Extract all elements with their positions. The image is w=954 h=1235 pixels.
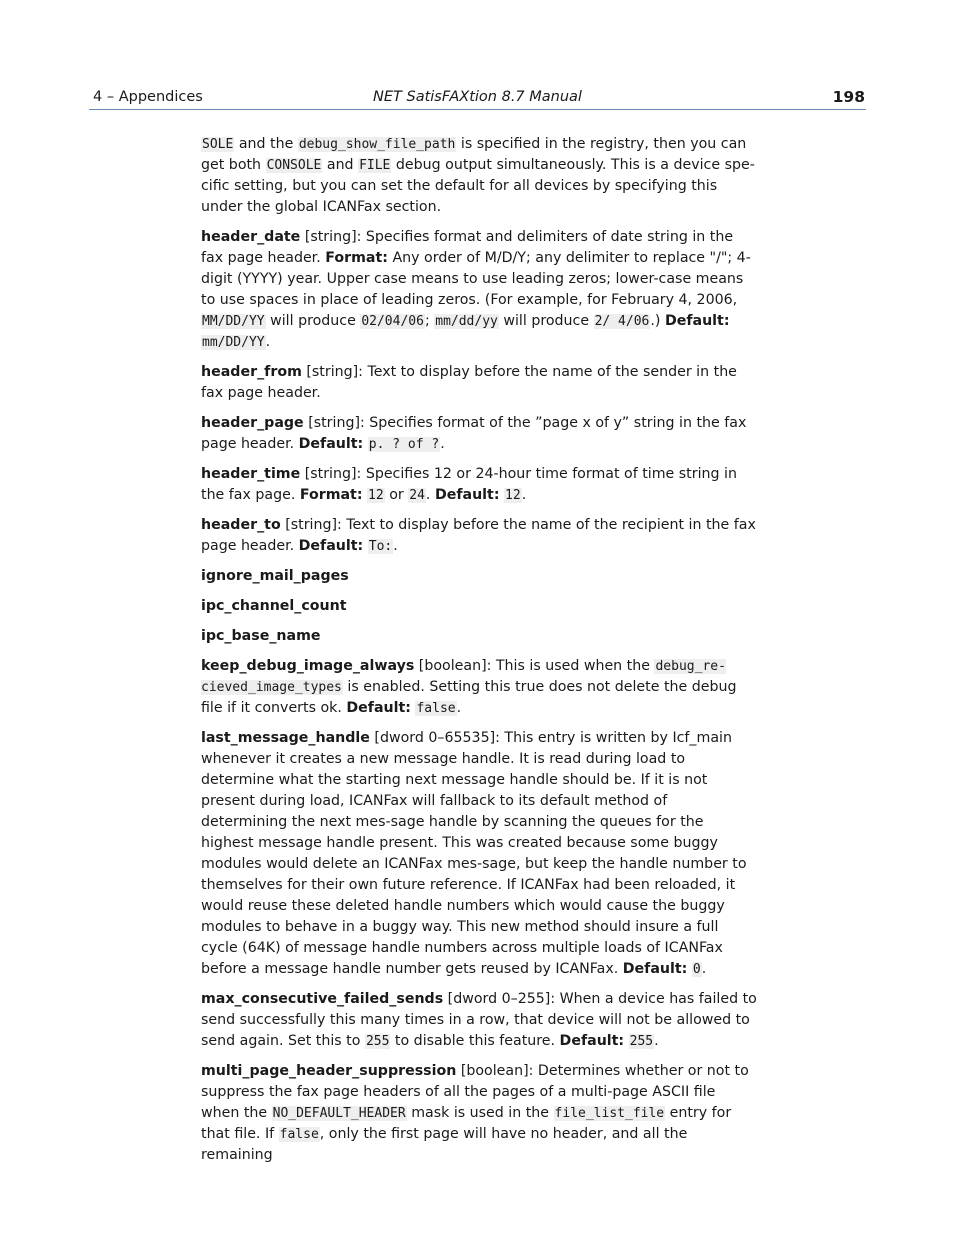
code-text: MM/DD/YY <box>202 314 265 329</box>
continuation-paragraph <box>201 134 757 218</box>
code-text: 02/04/06 <box>361 314 424 329</box>
default-label: Default: <box>298 436 364 452</box>
entry-header-time <box>201 464 757 506</box>
default-label: Default: <box>559 1033 625 1049</box>
entry-header-from <box>201 362 757 404</box>
body-text: Any order of M/D/Y; any delimiter to replace "/"; 4-digit (YYYY) year. Upper case means to use leading zeros; lower-case means to use spaces in place of leading zeros. (For example, for February 4, 2006, <box>201 250 751 308</box>
default-label: Default: <box>434 487 500 503</box>
default-label: Default: <box>664 313 730 329</box>
body-text: [dword 0–65535]: This entry is written by Icf_main whenever it creates a new message handle. It is read during load to determine what the starting next message handle should be. If it is not present during load, ICANFax will fallback to its default method of determining the next mes-sage handle by scanning the queues for the highest message handle present. This was created because some buggy modules would delete an ICANFax mes-sage, but keep the handle number to themselves for their own future reference. If ICANFax had been reloaded, it would reuse these deleted handle numbers which would cause the buggy modules to behave in a buggy way. This new method should insure a full cycle (64K) of message handle numbers across multiple loads of ICANFax before a message handle number gets reused by ICANFax. <box>201 730 747 977</box>
code-text: 24 <box>409 488 425 503</box>
body-text: will produce <box>265 313 361 329</box>
code-text: 12 <box>368 488 384 503</box>
entry-header-to <box>201 515 757 557</box>
default-label: Default: <box>298 538 364 554</box>
format-label: Format: <box>325 250 388 266</box>
code-text: FILE <box>359 158 391 173</box>
code-text: p. ? of ? <box>368 437 440 452</box>
body-text: [string]: Specifies format and delimiters of date string in the fax page header. <box>201 229 734 266</box>
entry-multi-page-header-suppression <box>201 1061 757 1166</box>
entry-name: header_to <box>201 517 281 533</box>
code-text: file_list_file <box>554 1106 665 1121</box>
body-text: is specified in the registry, then you can get both <box>201 136 747 173</box>
entry-header-date <box>201 227 757 353</box>
format-label: Format: <box>299 487 363 503</box>
entry-ignore-mail-pages <box>201 566 757 587</box>
entry-name: ipc_channel_count <box>201 598 347 614</box>
body-text: . <box>654 1033 659 1049</box>
code-text: mm/dd/yy <box>435 314 498 329</box>
entry-last-message-handle <box>201 728 757 980</box>
entry-ipc-base-name <box>201 626 757 647</box>
body-text: . <box>440 436 445 452</box>
running-header <box>89 88 866 110</box>
entry-name: ignore_mail_pages <box>201 568 349 584</box>
entry-name: keep_debug_image_always <box>201 658 415 674</box>
body-text: , only the first page will have no header, and all the remaining <box>201 1126 688 1163</box>
default-label: Default: <box>622 961 688 977</box>
body-text <box>624 1033 629 1049</box>
page-number: 198 <box>832 88 865 106</box>
body-text: . <box>265 334 271 350</box>
body-text: . <box>425 487 435 503</box>
code-text: 255 <box>365 1034 390 1049</box>
body-text: [string]: Text to display before the name of the sender in the fax page header. <box>201 364 737 401</box>
code-text: 255 <box>629 1034 654 1049</box>
body-text: . <box>456 700 462 716</box>
page-body <box>201 134 757 1175</box>
body-text: [string]: Specifies format of the ”page x of y” string in the fax page header. <box>201 415 747 452</box>
body-text: or <box>384 487 409 503</box>
section-label: 4 – Appendices <box>93 89 203 105</box>
body-text: and the <box>234 136 298 152</box>
code-text: debug_show_file_path <box>298 137 456 152</box>
entry-name: last_message_handle <box>201 730 370 746</box>
body-text: mask is used in the <box>406 1105 554 1121</box>
entry-name: header_page <box>201 415 304 431</box>
entry-name: ipc_base_name <box>201 628 321 644</box>
entry-name: header_date <box>201 229 301 245</box>
entry-name: max_consecutive_failed_sends <box>201 991 444 1007</box>
code-text: 2/ 4/06 <box>594 314 650 329</box>
code-text: NO_DEFAULT_HEADER <box>272 1106 406 1121</box>
code-text: To: <box>368 539 393 554</box>
code-text: false <box>416 701 456 716</box>
entry-name: header_from <box>201 364 302 380</box>
code-text: mm/DD/YY <box>202 335 265 350</box>
body-text: ; <box>424 313 435 329</box>
entry-header-page <box>201 413 757 455</box>
body-text: [boolean]: This is used when the <box>414 658 655 674</box>
body-text: [string]: Text to display before the name of the recipient in the fax page header. <box>201 517 756 554</box>
entry-max-consecutive-failed-sends <box>201 989 757 1052</box>
entry-name: multi_page_header_suppression <box>201 1063 457 1079</box>
body-text: [string]: Specifies 12 or 24-hour time format of time string in the fax page. <box>201 466 737 503</box>
body-text: entry for that file. If <box>201 1105 732 1142</box>
body-text: will produce <box>498 313 594 329</box>
default-label: Default: <box>346 700 411 716</box>
code-text: debug_re-cieved_image_types <box>201 659 726 695</box>
manual-title: NET SatisFAXtion 8.7 Manual <box>373 89 582 105</box>
body-text: . <box>521 487 527 503</box>
body-text: .) <box>650 313 665 329</box>
body-text: [dword 0–255]: When a device has failed to send successfully this many times in a row, that device will not be allowed to send again. Set this to <box>201 991 757 1049</box>
body-text: . <box>701 961 707 977</box>
code-text: SOLE <box>202 137 234 152</box>
body-text: debug output simultaneously. This is a device spe-cific setting, but you can set the default for all devices by specifying this under the global ICANFax section. <box>201 157 755 215</box>
code-text: CONSOLE <box>266 158 322 173</box>
code-text: 12 <box>505 488 521 503</box>
body-text: . <box>393 538 398 554</box>
body-text: to disable this feature. <box>390 1033 560 1049</box>
code-text: 0 <box>692 962 701 977</box>
body-text: is enabled. Setting this true does not delete the debug file if it converts ok. <box>201 679 737 716</box>
entry-name: header_time <box>201 466 301 482</box>
code-text: false <box>279 1127 319 1142</box>
entry-keep-debug-image-always <box>201 656 757 719</box>
entry-ipc-channel-count <box>201 596 757 617</box>
body-text: and <box>322 157 359 173</box>
body-text: [boolean]: Determines whether or not to suppress the fax page headers of all the pages of a multi-page ASCII file when the <box>201 1063 749 1121</box>
